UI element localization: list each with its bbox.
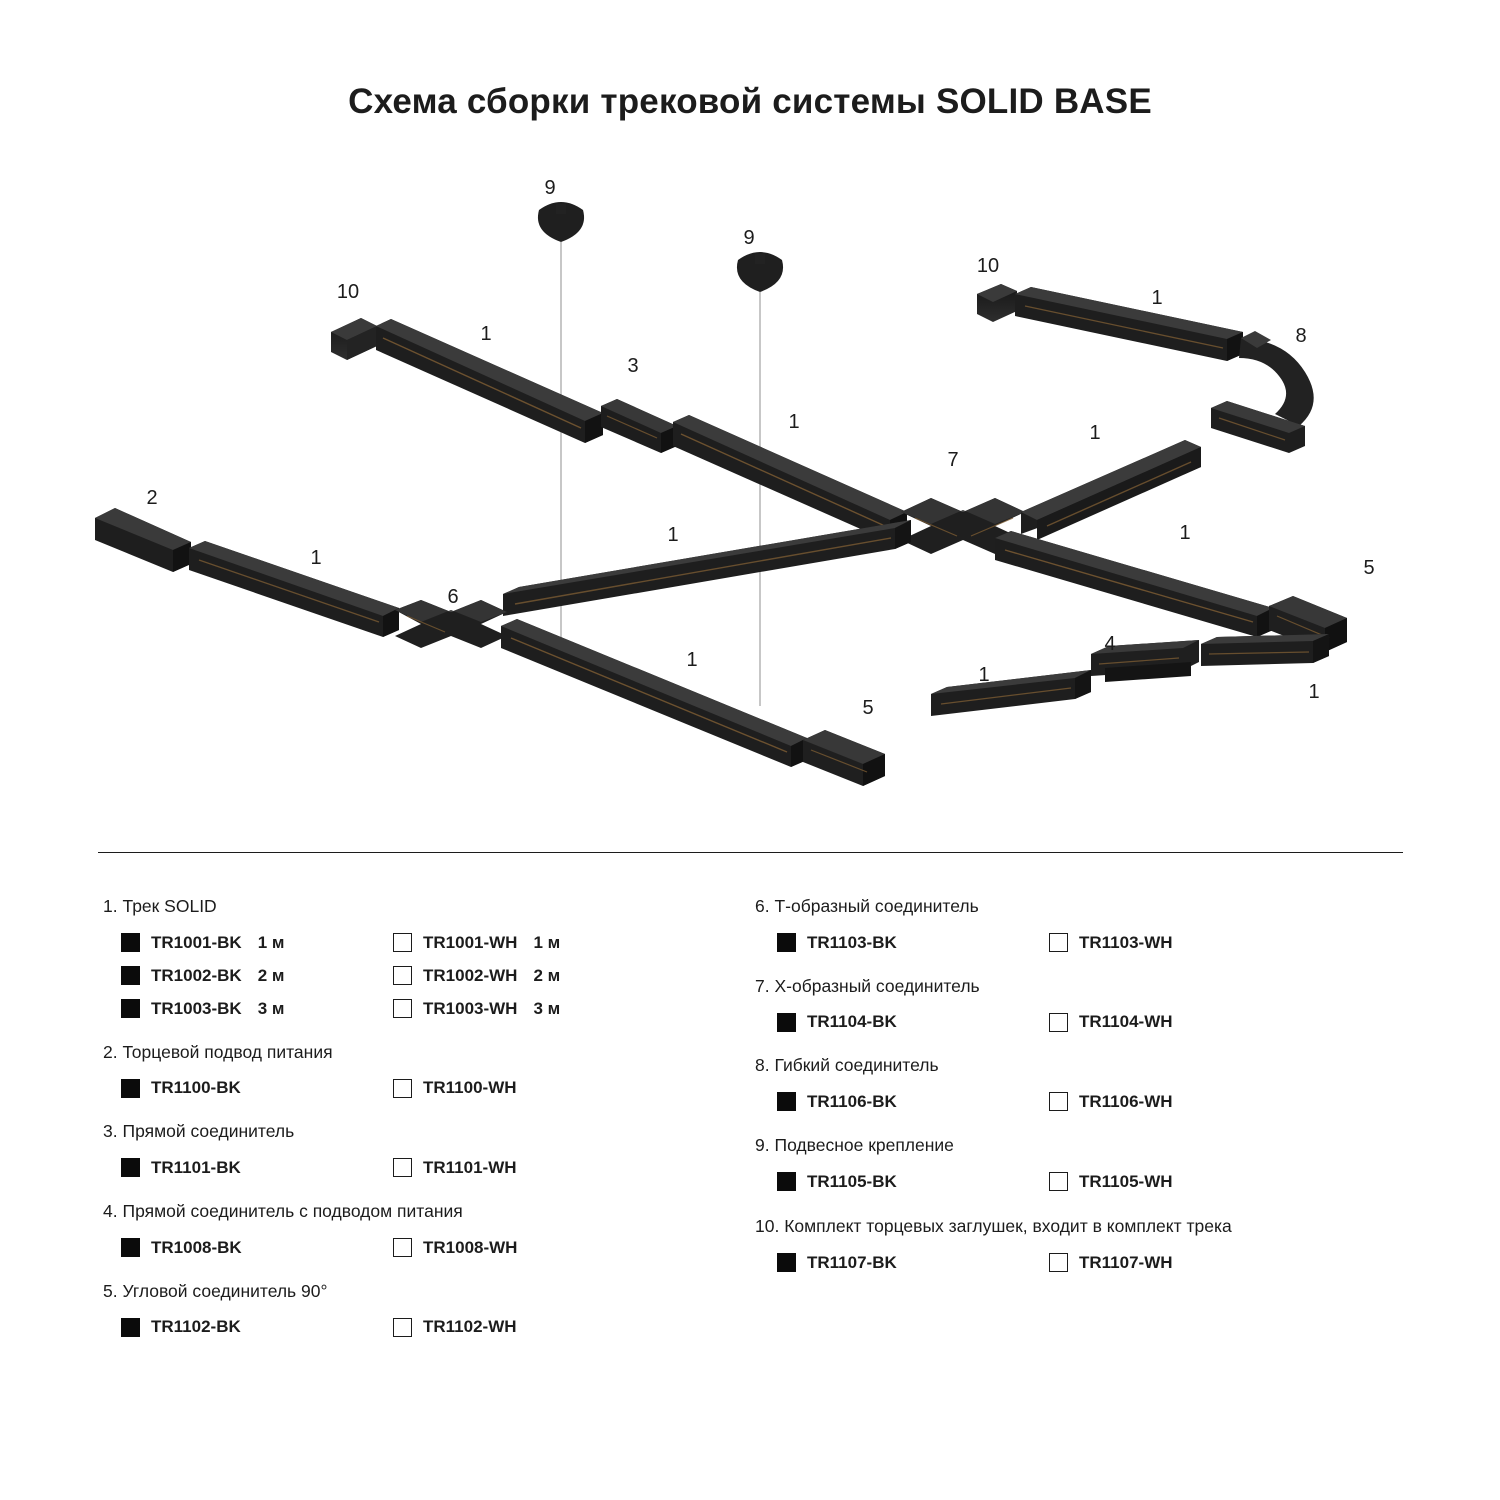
color-swatch-white-icon (1049, 1253, 1068, 1272)
legend-group-6 (755, 895, 1395, 953)
sku-row (755, 1092, 1395, 1112)
sku-list-2 (103, 1078, 723, 1098)
sku-row (103, 966, 723, 986)
color-swatch-black-icon (777, 1172, 796, 1191)
sku-code: TR1103-WH (1079, 932, 1173, 952)
svg-text:1: 1 (310, 547, 322, 569)
corner-connector-bottom (803, 730, 885, 786)
sku-list-7 (755, 1012, 1395, 1032)
color-swatch-black-icon (777, 1013, 796, 1032)
color-swatch-black-icon (121, 1238, 140, 1257)
sku-white[interactable] (393, 933, 560, 953)
legend-group-1 (103, 895, 723, 1019)
track-segment-c (1021, 440, 1201, 540)
sku-black[interactable] (121, 1238, 393, 1258)
svg-text:7: 7 (947, 449, 959, 471)
color-swatch-white-icon (393, 1318, 412, 1337)
sku-code: TR1002-WH (423, 965, 518, 985)
legend-title-2 (103, 1041, 723, 1065)
sku-row (755, 1253, 1395, 1273)
section-divider (98, 852, 1403, 853)
track-segment-g (995, 531, 1273, 637)
color-swatch-white-icon (1049, 1013, 1068, 1032)
svg-text:8: 8 (1295, 325, 1307, 347)
sku-white[interactable] (1049, 1092, 1173, 1112)
sku-code: TR1105-WH (1079, 1171, 1173, 1191)
end-feed-left (95, 508, 191, 572)
color-swatch-white-icon (393, 933, 412, 952)
sku-length: 2 м (257, 965, 285, 985)
svg-text:1: 1 (788, 411, 800, 433)
sku-black[interactable] (777, 1012, 1049, 1032)
sku-black[interactable] (777, 1253, 1049, 1273)
sku-code: TR1103-BK (807, 932, 897, 952)
sku-code: TR1001-WH (423, 932, 518, 952)
legend-num-2: 2. (103, 1041, 118, 1062)
sku-code: TR1107-WH (1079, 1252, 1173, 1272)
sku-code: TR1100-WH (423, 1078, 517, 1098)
sku-black[interactable] (121, 966, 393, 986)
sku-list-4 (103, 1238, 723, 1258)
sku-code: TR1003-BK (151, 998, 242, 1018)
legend-num-6: 6. (755, 896, 770, 916)
sku-list-6 (755, 933, 1395, 953)
sku-row (103, 933, 723, 953)
sku-length: 2 м (533, 965, 561, 985)
sku-white[interactable] (1049, 1172, 1173, 1192)
track-segment-i (931, 670, 1091, 716)
svg-text:1: 1 (1089, 422, 1101, 444)
legend-name-1: Трек SOLID (122, 896, 217, 916)
legend-title-1 (103, 895, 723, 919)
sku-row (755, 933, 1395, 953)
legend-title-7 (755, 975, 1395, 999)
color-swatch-white-icon (393, 1079, 412, 1098)
color-swatch-white-icon (393, 966, 412, 985)
color-swatch-black-icon (121, 999, 140, 1018)
legend-title-8 (755, 1054, 1395, 1078)
sku-code: TR1002-BK (151, 965, 242, 985)
legend-name-7: Х-образный соединитель (774, 975, 980, 996)
color-swatch-black-icon (121, 966, 140, 985)
svg-text:1: 1 (667, 524, 679, 546)
sku-white[interactable] (393, 1238, 517, 1258)
track-segment-f (501, 619, 807, 767)
legend-title-10 (755, 1214, 1395, 1239)
color-swatch-black-icon (121, 933, 140, 952)
color-swatch-black-icon (121, 1158, 140, 1177)
sku-list-10 (755, 1253, 1395, 1273)
straight-connector (601, 399, 677, 453)
color-swatch-white-icon (393, 1158, 412, 1177)
track-segment-h (1201, 634, 1329, 666)
color-swatch-white-icon (1049, 933, 1068, 952)
sku-row (755, 1012, 1395, 1032)
legend-num-1: 1. (103, 896, 118, 916)
color-swatch-black-icon (777, 1253, 796, 1272)
sku-row (103, 999, 723, 1019)
legend-group-2 (103, 1041, 723, 1099)
sku-code: TR1105-BK (807, 1171, 897, 1191)
svg-text:5: 5 (862, 697, 874, 719)
sku-black[interactable] (121, 1158, 393, 1178)
sku-black[interactable] (121, 1078, 393, 1098)
sku-code: TR1100-BK (151, 1078, 241, 1098)
sku-code: TR1001-BK (151, 932, 242, 952)
track-segment-b (673, 415, 907, 542)
sku-row (103, 1078, 723, 1098)
sku-length: 1 м (533, 932, 561, 952)
legend-title-6 (755, 895, 1395, 919)
legend-num-8: 8. (755, 1055, 770, 1076)
sku-code: TR1101-BK (151, 1157, 241, 1177)
legend-group-7 (755, 975, 1395, 1033)
sku-white[interactable] (393, 1078, 517, 1098)
legend-group-5 (103, 1280, 723, 1338)
sku-code: TR1102-WH (423, 1317, 517, 1337)
sku-code: TR1106-WH (1079, 1091, 1173, 1111)
sku-code: TR1106-BK (807, 1091, 897, 1111)
color-swatch-white-icon (393, 1238, 412, 1257)
svg-text:9: 9 (544, 177, 556, 199)
sku-list-1 (103, 933, 723, 1019)
color-swatch-black-icon (121, 1079, 140, 1098)
sku-code: TR1008-BK (151, 1237, 242, 1257)
track-system-diagram (95, 160, 1405, 830)
svg-text:1: 1 (1179, 522, 1191, 544)
legend-group-8 (755, 1054, 1395, 1112)
sku-black[interactable] (777, 1172, 1049, 1192)
sku-length: 3 м (257, 998, 285, 1018)
legend-title-3 (103, 1120, 723, 1144)
legend-name-5: Угловой соединитель 90° (122, 1280, 328, 1301)
legend-title-9 (755, 1134, 1395, 1158)
svg-text:1: 1 (1151, 287, 1163, 309)
sku-row (103, 1158, 723, 1178)
svg-text:5: 5 (1363, 557, 1375, 579)
color-swatch-black-icon (777, 933, 796, 952)
sku-code: TR1101-WH (423, 1157, 517, 1177)
sku-code: TR1107-BK (807, 1252, 897, 1272)
svg-text:3: 3 (627, 355, 639, 377)
svg-text:4: 4 (1104, 633, 1116, 655)
legend-name-4: Прямой соединитель с подводом питания (122, 1200, 463, 1221)
legend-name-10: Комплект торцевых заглушек, входит в комплект трека (784, 1215, 1232, 1236)
svg-text:1: 1 (480, 323, 492, 345)
color-swatch-white-icon (393, 999, 412, 1018)
color-swatch-black-icon (121, 1318, 140, 1337)
sku-black[interactable] (121, 933, 393, 953)
sku-white[interactable] (393, 999, 560, 1019)
legend-group-9 (755, 1134, 1395, 1192)
svg-text:2: 2 (146, 487, 158, 509)
legend-num-3: 3. (103, 1121, 118, 1142)
sku-black[interactable] (777, 933, 1049, 953)
page-title: Схема сборки трековой системы SOLID BASE (348, 82, 1152, 121)
svg-text:10: 10 (336, 281, 360, 303)
sku-code: TR1008-WH (423, 1237, 518, 1257)
sku-row (103, 1238, 723, 1258)
color-swatch-white-icon (1049, 1092, 1068, 1111)
sku-code: TR1003-WH (423, 998, 518, 1018)
legend-title-4 (103, 1200, 723, 1224)
track-segment-long-center (503, 520, 911, 616)
legend-column-left (103, 895, 723, 1359)
sku-length: 3 м (533, 998, 561, 1018)
legend-group-4 (103, 1200, 723, 1258)
color-swatch-black-icon (777, 1092, 796, 1111)
sku-code: TR1104-WH (1079, 1012, 1173, 1032)
sku-list-3 (103, 1158, 723, 1178)
svg-text:1: 1 (978, 664, 990, 686)
sku-white[interactable] (1049, 1012, 1173, 1032)
parts-legend (0, 895, 1500, 1415)
legend-num-4: 4. (103, 1200, 118, 1221)
track-segment-e (189, 541, 399, 637)
svg-text:6: 6 (447, 586, 459, 608)
sku-list-5 (103, 1317, 723, 1337)
legend-name-8: Гибкий соединитель (774, 1055, 939, 1076)
legend-column-right (755, 895, 1395, 1295)
legend-group-10 (755, 1214, 1395, 1273)
sku-black[interactable] (121, 1317, 393, 1337)
sku-white[interactable] (393, 1317, 517, 1337)
legend-num-5: 5. (103, 1280, 118, 1301)
svg-text:9: 9 (743, 227, 755, 249)
svg-text:1: 1 (686, 649, 698, 671)
legend-name-9: Подвесное крепление (774, 1134, 954, 1155)
sku-white[interactable] (393, 1158, 517, 1178)
sku-black[interactable] (121, 999, 393, 1019)
sku-code: TR1104-BK (807, 1012, 897, 1032)
sku-list-9 (755, 1172, 1395, 1192)
legend-name-3: Прямой соединитель (122, 1121, 295, 1142)
svg-text:10: 10 (976, 255, 1000, 277)
legend-num-9: 9. (755, 1134, 770, 1155)
legend-title-5 (103, 1280, 723, 1304)
color-swatch-white-icon (1049, 1172, 1068, 1191)
legend-name-6: Т-образный соединитель (774, 896, 979, 916)
legend-group-3 (103, 1120, 723, 1178)
track-segment-d (1015, 287, 1243, 361)
end-cap-left (331, 318, 377, 360)
sku-code: TR1102-BK (151, 1317, 241, 1337)
sku-row (103, 1317, 723, 1337)
legend-name-2: Торцевой подвод питания (122, 1041, 333, 1062)
sku-white[interactable] (393, 966, 560, 986)
sku-white[interactable] (1049, 933, 1173, 953)
legend-num-7: 7. (755, 975, 770, 996)
end-cap-right (977, 284, 1017, 322)
sku-row (755, 1172, 1395, 1192)
sku-white[interactable] (1049, 1253, 1173, 1273)
svg-text:1: 1 (1308, 681, 1320, 703)
sku-list-8 (755, 1092, 1395, 1112)
legend-num-10: 10. (755, 1215, 780, 1236)
sku-black[interactable] (777, 1092, 1049, 1112)
sku-length: 1 м (257, 932, 285, 952)
